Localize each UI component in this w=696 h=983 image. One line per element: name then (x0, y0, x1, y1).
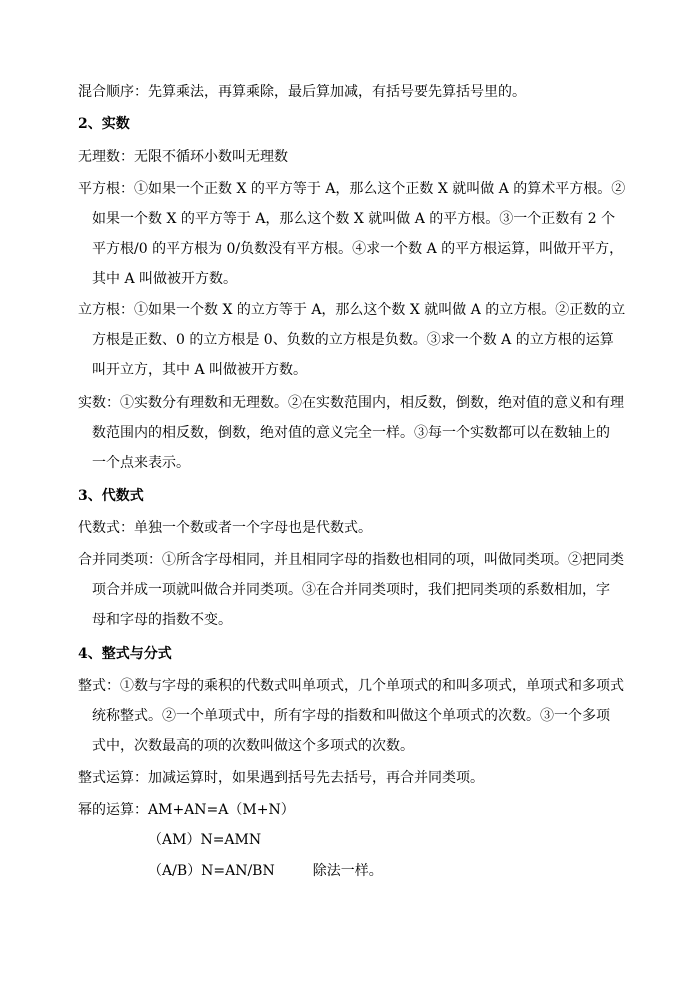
formula-power-of-quotient-expression: （A/B）N=AN/BN (148, 863, 275, 879)
paragraph-cube-root-cont: 叫开立方，其中 A 叫做被开方数。 (92, 362, 308, 378)
paragraph-like-terms-cont: 项合并成一项就叫做合并同类项。③在合并同类项时，我们把同类项的系数相加，字 (92, 582, 610, 598)
formula-power-of-power: （AM）N=AMN (148, 832, 262, 848)
paragraph-polynomial-cont: 式中，次数最高的项的次数叫做这个多项式的次数。 (92, 738, 414, 754)
paragraph-like-terms-cont: 母和字母的指数不变。 (92, 612, 232, 628)
paragraph-irrational: 无理数：无限不循环小数叫无理数 (78, 149, 288, 165)
paragraph-square-root: 平方根：①如果一个正数 X 的平方等于 A，那么这个正数 X 就叫做 A 的算术平方根。② (78, 181, 626, 197)
paragraph-real-number-cont: 一个点来表示。 (92, 455, 190, 471)
heading-polynomials-fractions: 4、整式与分式 (78, 646, 172, 662)
paragraph-polynomial: 整式：①数与字母的乘积的代数式叫单项式，几个单项式的和叫多项式，单项式和多项式 (78, 678, 624, 694)
paragraph-polynomial-operations: 整式运算：加减运算时，如果遇到括号先去括号，再合并同类项。 (78, 770, 484, 786)
formula-power-of-quotient (148, 861, 696, 881)
paragraph-real-number-cont: 数范围内的相反数，倒数，绝对值的意义完全一样。③每一个实数都可以在数轴上的 (92, 425, 610, 441)
paragraph-mixed-order: 混合顺序：先算乘法，再算乘除，最后算加减，有括号要先算括号里的。 (78, 84, 526, 100)
paragraph-square-root-cont: 如果一个数 X 的平方等于 A，那么这个数 X 就叫做 A 的平方根。③一个正数有 2 个 (92, 211, 616, 227)
formula-division-note: 除法一样。 (312, 863, 383, 879)
heading-real-numbers: 2、实数 (78, 116, 130, 132)
paragraph-cube-root-cont: 方根是正数、0 的立方根是 0、负数的立方根是负数。③求一个数 A 的立方根的运算 (92, 332, 614, 348)
paragraph-power-operations: 幂的运算：AM+AN=A（M+N） (78, 802, 295, 818)
paragraph-square-root-cont: 其中 A 叫做被开方数。 (92, 271, 238, 287)
heading-algebraic-expression: 3、代数式 (78, 488, 144, 504)
paragraph-algebraic-expression: 代数式：单独一个数或者一个字母也是代数式。 (78, 520, 372, 536)
paragraph-polynomial-cont: 统称整式。②一个单项式中，所有字母的指数和叫做这个单项式的次数。③一个多项 (92, 708, 610, 724)
paragraph-real-number: 实数：①实数分有理数和无理数。②在实数范围内，相反数，倒数，绝对值的意义和有理 (78, 395, 624, 411)
paragraph-cube-root: 立方根：①如果一个数 X 的立方等于 A，那么这个数 X 就叫做 A 的立方根。②正数的立 (78, 302, 626, 318)
paragraph-square-root-cont: 平方根/0 的平方根为 0/负数没有平方根。④求一个数 A 的平方根运算，叫做开平方， (92, 241, 624, 257)
paragraph-like-terms: 合并同类项：①所含字母相同，并且相同字母的指数也相同的项，叫做同类项。②把同类 (78, 552, 624, 568)
